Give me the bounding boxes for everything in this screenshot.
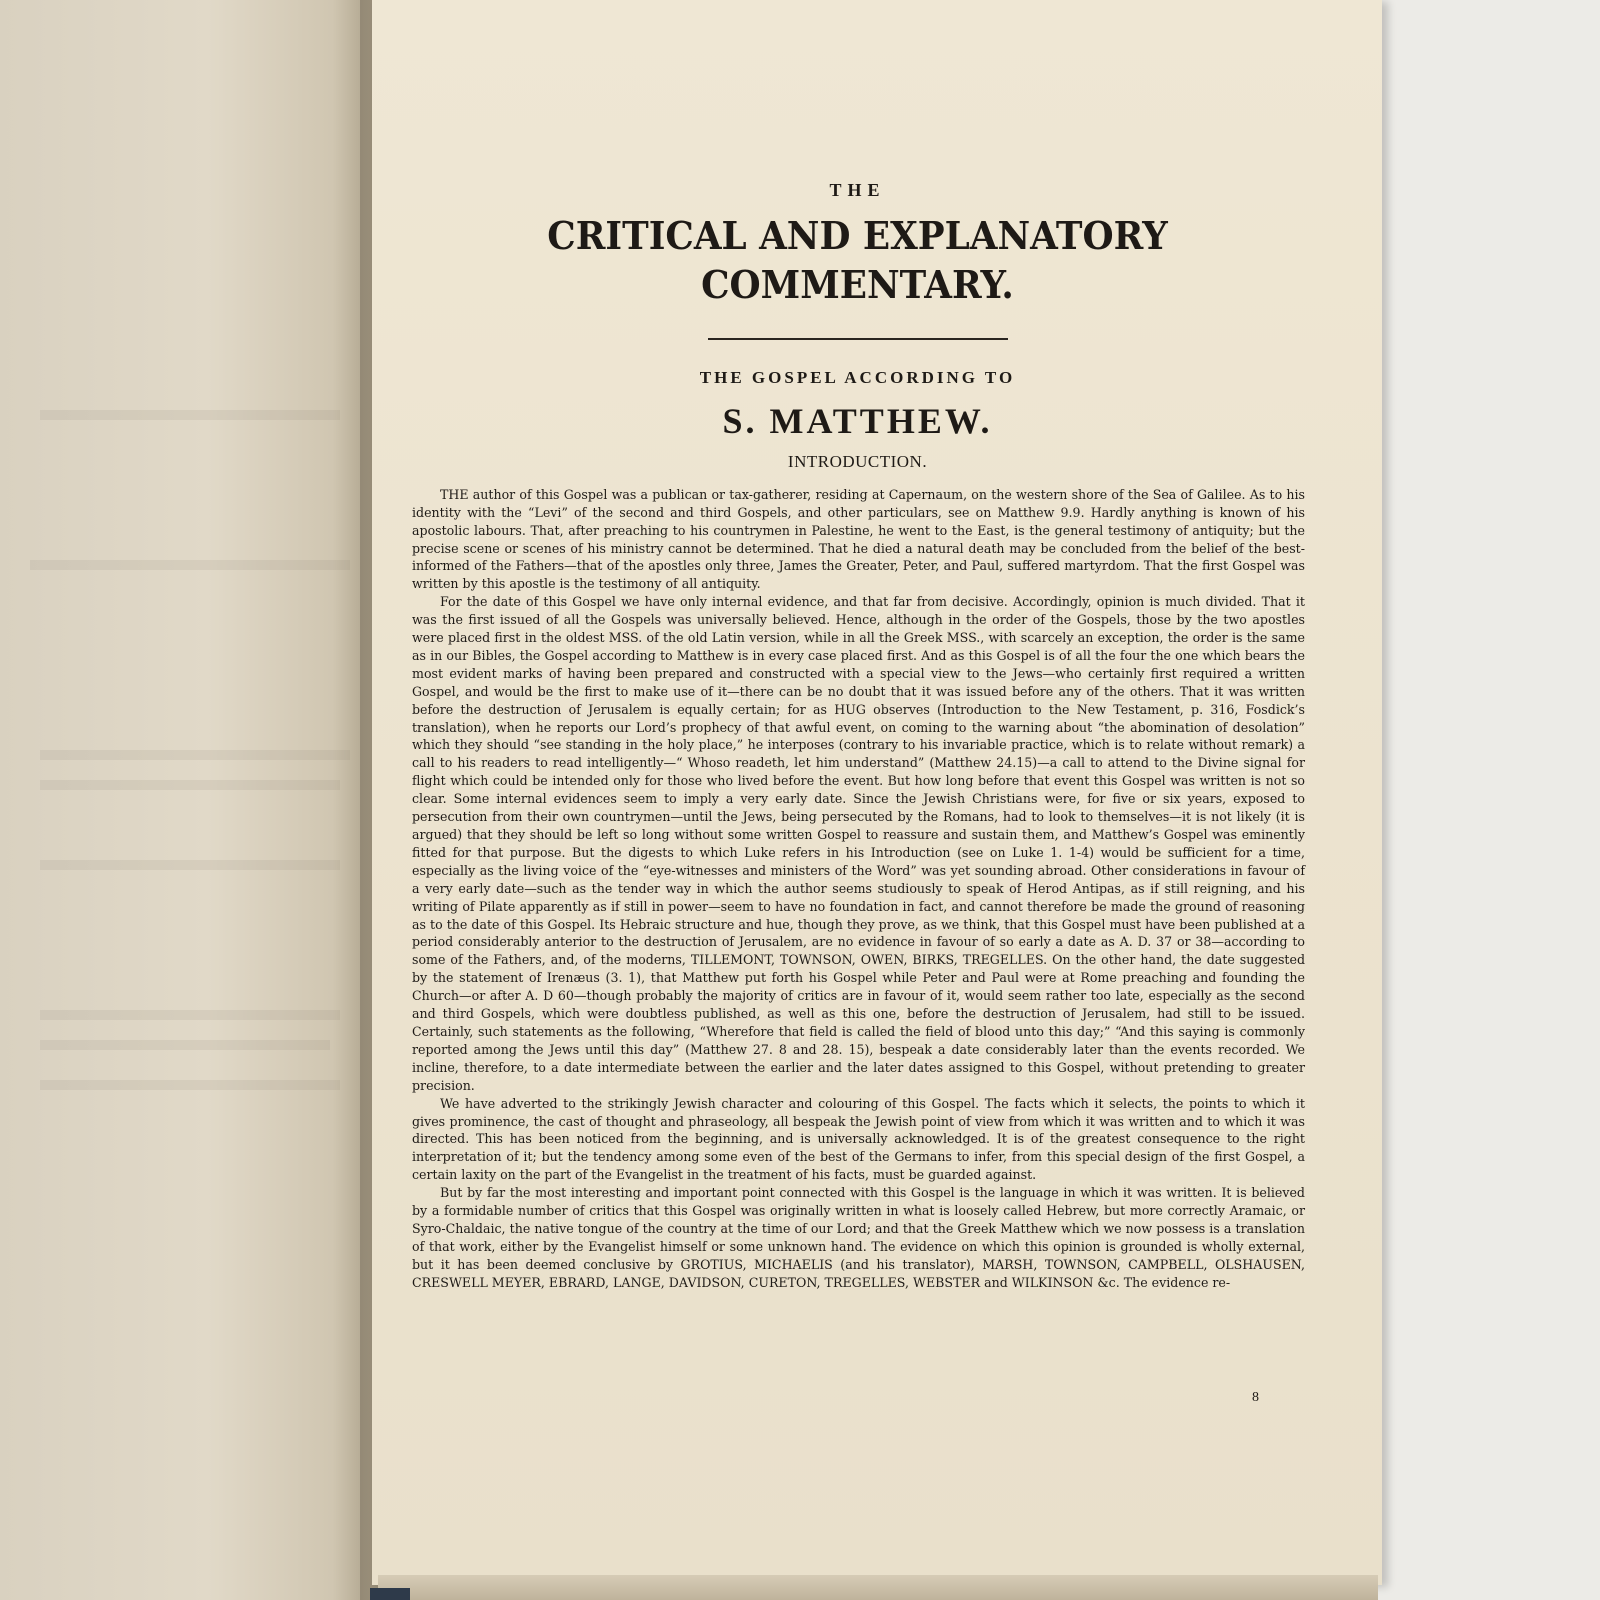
left-page-bleed-through [0,0,378,1600]
commentary-title: CRITICAL AND EXPLANATORY COMMENTARY. [547,213,1168,308]
left-page [0,0,378,1600]
introduction-text [410,486,1305,1292]
paragraph: But by far the most interesting and important point connected with this Gospel is the language in which it was written. It is believed by a formidable number of critics that this Gospel was originally written in what is loosely called Hebrew, but more correctly Aramaic, or Syro-Chaldaic, the native tongue of the country at the time of our Lord; and that the Greek Matthew which we now possess is a translation of that work, either by the Evangelist himself or some unknown hand. The evidence on which this opinion is grounded is wholly external, but it has been deemed conclusive by GROTIUS, MICHAELIS (and his translator), MARSH, TOWNSON, CAMPBELL, OLSHAUSEN, CRESWELL MEYER, EBRARD, LANGE, DAVIDSON, CURETON, TREGELLES, WEBSTER and WILKINSON &c. The evidence re- [412,1185,1305,1290]
paragraph: We have adverted to the strikingly Jewish character and colouring of this Gospel. The facts which it selects, the points to which it gives prominence, the cast of thought and phraseology, all bespeak the Jewish point of view from which it was written and to which it was directed. This has been noticed from the beginning, and is universally acknowledged. It is of the greatest consequence to the right interpretation of it; but the tendency among some even of the best of the Germans to infer, from this special design of the first Gospel, a certain laxity on the part of the Evangelist in the treatment of his facts, must be guarded against. [412,1095,1305,1183]
section-heading: INTRODUCTION. [787,451,928,471]
page-number: 8 [1252,1390,1259,1405]
gospel-heading: THE GOSPEL ACCORDING TO [699,367,1016,387]
paragraph: THE author of this Gospel was a publican or tax-gatherer, residing at Capernaum, on the western shore of the Sea of Galilee. As to his identity with the “Levi” of the second and third Gospels, and other particulars, see on Matthew 9.9. Hardly anything is known of his apostolic labours. That, after preaching to his countrymen in Palestine, he went to the East, is the general testimony of antiquity; but the precise scene or scenes of his ministry cannot be determined. That he died a natural death may be concluded from the belief of the best-informed of the Fathers—that of the apostles only three, James the Greater, Peter, and Paul, suffered martyrdom. That the first Gospel was written by this apostle is the testimony of all antiquity. [412,486,1305,592]
page-content [410,150,1305,1292]
book-title: S. MATTHEW. [722,400,993,441]
title-rule [708,338,1008,340]
page-edge [378,1575,1378,1600]
paragraph: For the date of this Gospel we have only internal evidence, and that far from decisive. Accordingly, opinion is much divided. That it was the first issued of all the Gospels was universally believed. Hence, although in the order of the Gospels, those by the two apostles were placed first in the oldest MSS. of the old Latin version, while in all the Greek MSS., with scarcely an exception, the order is the same as in our Bibles, the Gospel according to Matthew is in every case placed first. And as this Gospel is of all the four the one which bears the most evident marks of having been prepared and constructed with a special view to the Jews—who certainly first required a written Gospel, and would be the first to make use of it—there can be no doubt that it was issued before any of the others. That it was written before the destruction of Jerusalem is equally certain; for as HUG observes (Introduction to the New Testament, p. 316, Fosdick’s translation), when he reports our Lord’s prophecy of that awful event, on coming to the warning about “the abomination of desolation” which they should “see standing in the holy place,” he interposes (contrary to his invariable practice, which is to relate without remark) a call to his readers to read intelligently—“ Whoso readeth, let him understand” (Matthew 24.15)—a call to attend to the Divine signal for flight which could be intended only for those who lived before the event. But how long before that event this Gospel was written is not so clear. Some internal evidences seem to imply a very early date. Since the Jewish Christians were, for five or six years, exposed to persecution from their own countrymen—until the Jews, being persecuted by the Romans, had to look to themselves—it is not likely (it is argued) that they should be left so long without some written Gospel to reassure and sustain them, and Matthew’s Gospel was eminently fitted for that purpose. But the digests to which Luke refers in his Introduction (see on Luke 1. 1-4) would be sufficient for a time, especially as the living voice of the “eye-witnesses and ministers of the Word” was yet sounding abroad. Other considerations in favour of a very early date—such as the tender way in which the author seems studiously to speak of Herod Antipas, as if still reigning, and his writing of Pilate apparently as if still in power—seem to have no foundation in fact, and cannot therefore be made the ground of reasoning as to the date of this Gospel. Its Hebraic structure and hue, though they prove, as we think, that this Gospel must have been published at a period considerably anterior to the destruction of Jerusalem, are no evidence in favour of so early a date as A. D. 37 or 38—according to some of the Fathers, and, of the moderns, TILLEMONT, TOWNSON, OWEN, BIRKS, TREGELLES. On the other hand, the date suggested by the statement of Irenæus (3. 1), that Matthew put forth his Gospel while Peter and Paul were at Rome preaching and founding the Church—or after A. D 60—though probably the majority of critics are in favour of it, would seem rather too late, especially as the second and third Gospels, which were doubtless published, as well as this one, before the destruction of Jerusalem, had still to be issued. Certainly, such statements as the following, “Wherefore that field is called the field of blood unto this day;” “And this saying is commonly reported among the Jews until this day” (Matthew 27. 8 and 28. 15), bespeak a date considerably later than the events recorded. We incline, therefore, to a date intermediate between the earlier and the later dates assigned to this Gospel, without pretending to greater precision. [412,594,1305,1093]
background-board [1360,0,1600,1600]
title-the: THE [829,180,886,200]
book-cover-corner [370,1588,410,1600]
